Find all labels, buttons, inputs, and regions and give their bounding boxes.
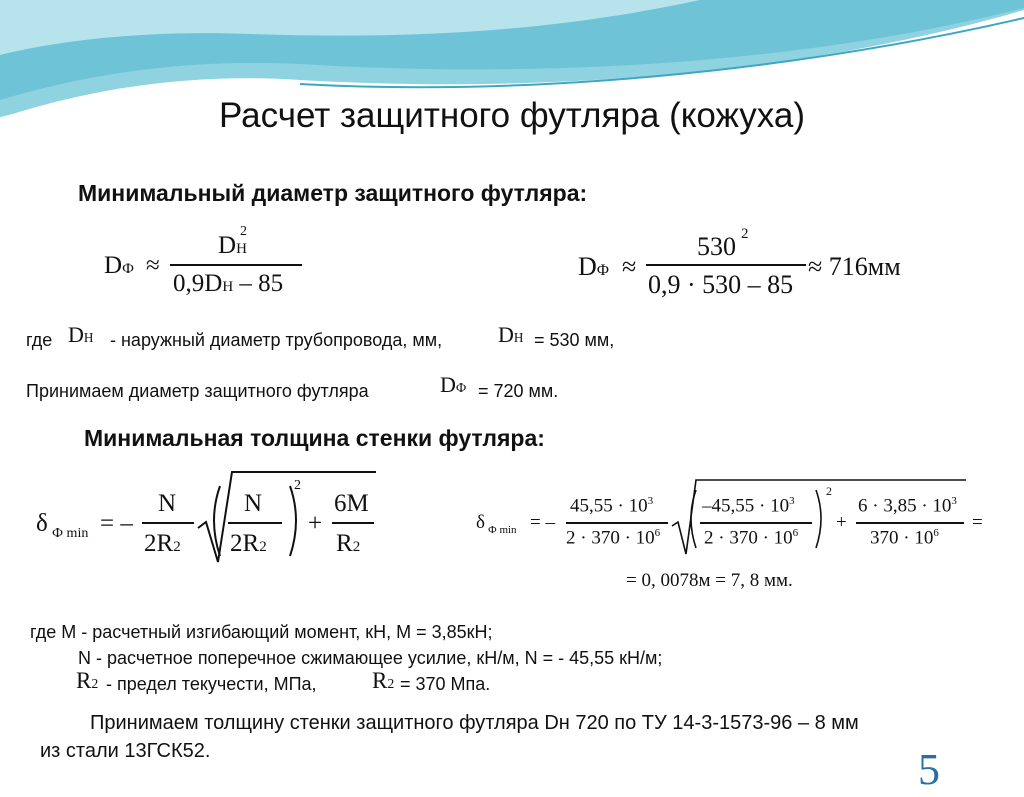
formula-symbol: D — [578, 252, 597, 281]
fraction-bar — [228, 522, 282, 524]
symbol: D — [498, 322, 514, 347]
definition-force: N - расчетное поперечное сжимающее усилие, кН/м, N = - 45,55 кН/м; — [78, 648, 663, 668]
symbol-subscript: 2 — [259, 539, 267, 555]
symbol: R — [76, 668, 92, 693]
frac3-denominator: R — [336, 530, 353, 557]
frac2-numerator: N — [244, 490, 263, 517]
fraction-bar — [646, 264, 806, 266]
frac3-numerator: 6 · 3,85 · 10 — [858, 495, 952, 517]
frac1-numerator: 45,55 · 10 — [570, 495, 648, 517]
section2-heading: Минимальная толщина стенки футляра: — [84, 425, 545, 451]
formula-exponent: 2 — [741, 226, 749, 242]
frac2-denominator: 2 · 370 · 10 — [704, 527, 793, 549]
symbol: R — [372, 668, 388, 693]
definition-value: = 530 мм, — [534, 330, 615, 350]
formula-denominator: 0,9 · 530 – 85 — [648, 270, 794, 299]
formula-exponent: 3 — [789, 495, 795, 507]
definition-value: = 370 Мпа. — [400, 674, 491, 694]
page-number: 5 — [918, 745, 940, 794]
formula-exponent: 6 — [654, 527, 661, 539]
symbol-subscript: 2 — [173, 539, 181, 555]
conclusion-line-2: из стали 13ГСК52. — [40, 740, 211, 762]
formula-symbol: D — [104, 252, 123, 279]
fraction-bar — [700, 522, 812, 524]
symbol: D — [440, 372, 456, 397]
formula-operator: = — [972, 512, 983, 533]
section1-heading: Минимальный диаметр защитного футляра: — [78, 180, 588, 206]
frac3-numerator: 6M — [334, 490, 369, 517]
frac1-denominator: 2 · 370 · 10 — [566, 527, 655, 549]
formula-subscript: Н — [236, 241, 247, 257]
definition-moment: где M - расчетный изгибающий момент, кН, M = 3,85кН; — [30, 622, 493, 642]
formula-subscript: Ф — [122, 261, 134, 277]
formula-numerator: D — [218, 232, 237, 259]
formula-exponent: 6 — [933, 527, 939, 539]
fraction-bar — [170, 264, 302, 266]
formula-exponent: 2 — [826, 484, 832, 498]
frac2-numerator: –45,55 · 10 — [702, 495, 790, 517]
formula-subscript: Ф min — [52, 526, 89, 541]
formula-denominator: 0,9D — [173, 270, 223, 297]
accept-value: = 720 мм. — [478, 381, 559, 401]
formula-exponent: 2 — [240, 224, 247, 239]
formula-operator: + — [308, 510, 323, 537]
formula-symbol: δ — [476, 512, 485, 533]
symbol: D — [68, 322, 84, 347]
formula-subscript: Н — [222, 279, 234, 295]
formula-subscript: Ф — [596, 262, 610, 279]
frac2-denominator: 2R — [230, 530, 260, 557]
formula-operator: ≈ — [622, 252, 637, 281]
frac1-denominator: 2R — [144, 530, 174, 557]
formula-exponent: 3 — [951, 495, 957, 507]
symbol-subscript: Н — [513, 330, 524, 345]
formula-symbol: δ — [36, 510, 48, 537]
frac3-denominator: 370 · 10 — [870, 527, 934, 549]
formula-exponent: 2 — [294, 478, 301, 493]
formula-result: ≈ 716мм — [808, 252, 901, 281]
formula-numerator: 530 — [697, 232, 736, 261]
definition-text: - предел текучести, МПа, — [106, 674, 317, 694]
conclusion-line-1: Принимаем толщину стенки защитного футляра Dн 720 по ТУ 14-3-1573-96 – 8 мм — [90, 712, 859, 734]
formula-operator: ≈ — [146, 252, 160, 279]
symbol-subscript: Ф — [455, 380, 467, 395]
formula-exponent: 3 — [647, 495, 654, 507]
symbol-subscript: 2 — [91, 676, 99, 691]
accept-text: Принимаем диаметр защитного футляра — [26, 381, 369, 401]
fraction-bar — [332, 522, 374, 524]
symbol-subscript: 2 — [352, 539, 361, 555]
formula-exponent: 6 — [792, 527, 799, 539]
formula-result: = 0, 0078м = 7, 8 мм. — [626, 570, 793, 591]
formula-denominator-tail: – 85 — [239, 270, 284, 297]
formula-operator: = – — [530, 512, 555, 533]
formula-subscript: Ф min — [488, 524, 517, 536]
fraction-bar — [566, 522, 668, 524]
formula-operator: = – — [100, 510, 133, 537]
symbol-subscript: Н — [83, 330, 94, 345]
where-prefix: где — [26, 330, 53, 350]
slide-title: Расчет защитного футляра (кожуха) — [218, 96, 806, 135]
fraction-bar — [856, 522, 964, 524]
frac1-numerator: N — [158, 490, 177, 517]
formula-operator: + — [836, 512, 847, 533]
definition-text: - наружный диаметр трубопровода, мм, — [110, 330, 443, 350]
symbol-subscript: 2 — [387, 676, 395, 691]
fraction-bar — [142, 522, 194, 524]
